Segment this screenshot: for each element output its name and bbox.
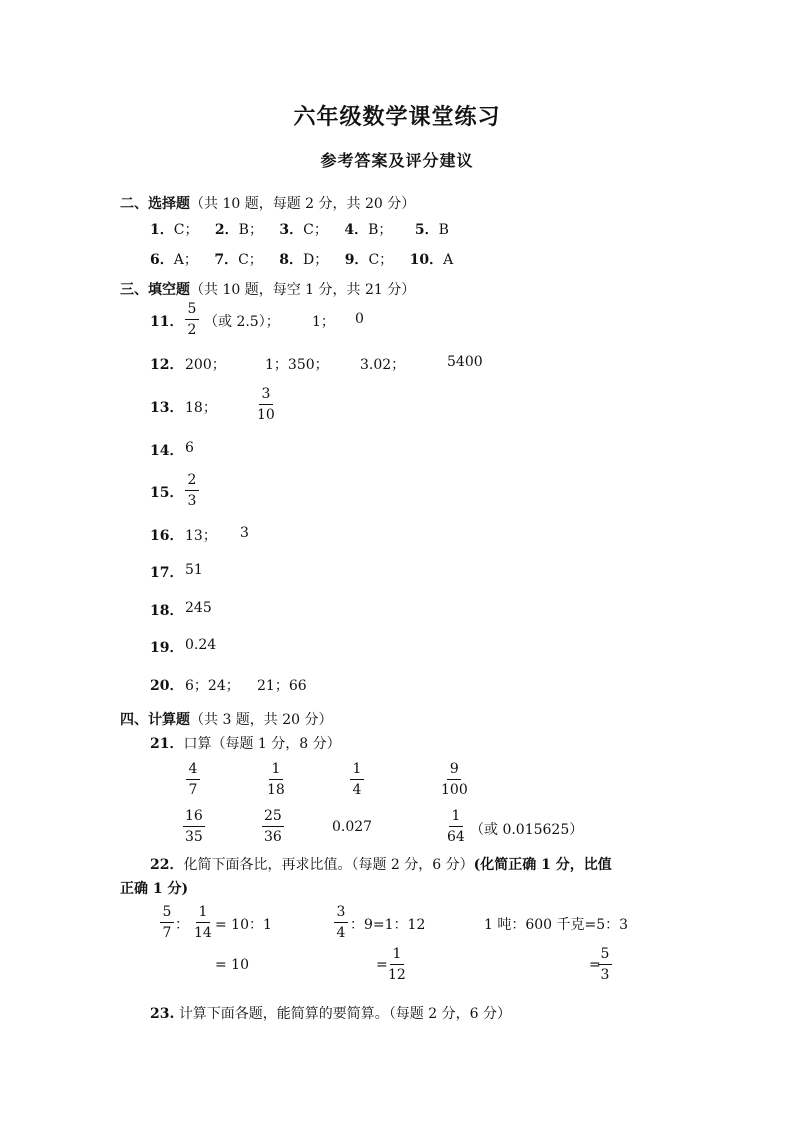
section2-row1 (150, 219, 449, 239)
answer-sep: ； (248, 252, 263, 268)
answer-text: 6 (185, 440, 194, 456)
answer-num: 2． (214, 222, 239, 238)
answer-value: A (443, 252, 454, 268)
answer-value: A (173, 252, 184, 268)
denominator: 14 (194, 925, 212, 941)
q22-text: 化简下面各比，再求比值。 (183, 857, 352, 873)
fraction (445, 809, 467, 844)
answer-num: 8． (279, 252, 303, 268)
answer-num: 9． (344, 252, 369, 268)
denominator: 4 (336, 925, 346, 941)
denominator: 4 (352, 782, 362, 798)
answer-num: 5． (414, 222, 439, 238)
fraction (439, 762, 470, 797)
answer-text: 0.027 (332, 819, 373, 835)
fraction (185, 302, 199, 337)
q23-header (150, 1003, 511, 1023)
numerator: 5 (160, 905, 174, 923)
answer-text: = 10：1 (215, 917, 272, 933)
question-number: 22． (150, 857, 184, 873)
answer-text: 1；350； (265, 357, 329, 373)
answer-num: 10． (409, 252, 444, 268)
answer-num: 3． (279, 222, 304, 238)
page-title: 六年级数学课堂练习 (293, 104, 501, 130)
answer-sep: ； (378, 222, 393, 238)
numerator: 16 (183, 809, 205, 827)
answer-value: B (368, 222, 379, 238)
q21-label: 口算 (183, 736, 212, 752)
answer-text: 245 (185, 600, 212, 616)
q22-bold-note2: 正确 1 分) (120, 881, 189, 897)
fraction (265, 762, 287, 797)
answer-value: B (238, 222, 249, 238)
answer-value: B (438, 222, 449, 238)
numerator: 1 (269, 762, 283, 780)
denominator: 7 (162, 925, 172, 941)
answer-text: 200； (185, 357, 226, 373)
answer-sep: ； (183, 252, 198, 268)
q22-bold-note-cont (120, 878, 188, 898)
question-number: 13． (150, 400, 184, 416)
q22-note: （每题 2 分，6 分） (351, 857, 474, 873)
section2-header (120, 193, 415, 213)
denominator: 3 (600, 967, 610, 983)
section3-heading: 三、填空题 (120, 282, 190, 298)
answer-sep: ； (314, 252, 329, 268)
denominator: 12 (388, 967, 406, 983)
q23-note: （每题 2 分，6 分） (388, 1006, 511, 1022)
fraction (255, 387, 277, 422)
fraction (183, 809, 205, 844)
ratio-colon: ： (175, 917, 189, 933)
denominator: 100 (441, 782, 468, 798)
numerator: 3 (334, 905, 348, 923)
fraction (186, 762, 200, 797)
numerator: 1 (196, 905, 210, 923)
answer-num: 1． (150, 222, 174, 238)
numerator: 2 (185, 473, 199, 491)
answer-text: 51 (185, 562, 203, 578)
answer-text: = 10 (215, 957, 249, 973)
denominator: 36 (264, 829, 282, 845)
equals-sign: = (376, 957, 388, 973)
fraction (350, 762, 364, 797)
answer-text: 0.24 (185, 637, 217, 653)
answer-text: 1 吨：600 千克=5：3 (484, 917, 629, 933)
denominator: 7 (188, 782, 198, 798)
answer-text: （或 0.015625） (470, 822, 584, 838)
numerator: 5 (185, 302, 199, 320)
answer-text: 3 (240, 525, 249, 541)
fraction (598, 947, 612, 982)
denominator: 2 (187, 322, 197, 338)
answer-value: C (238, 252, 249, 268)
denominator: 3 (187, 493, 197, 509)
question-number: 12． (150, 357, 184, 373)
answer-sep: ； (313, 222, 328, 238)
fraction (192, 905, 214, 940)
answer-text: 6；24； (185, 678, 240, 694)
answer-num: 7． (214, 252, 239, 268)
numerator: 5 (598, 947, 612, 965)
numerator: 1 (449, 809, 463, 827)
q22-bold-note: (化简正确 1 分，比值 (473, 857, 612, 873)
q21-header (150, 733, 341, 753)
question-number: 19． (150, 640, 184, 656)
answer-num: 6． (150, 252, 174, 268)
question-number: 14． (150, 443, 184, 459)
denominator: 64 (447, 829, 465, 845)
answer-value: C (173, 222, 185, 238)
q21-note: （每题 1 分，8 分） (211, 736, 341, 752)
q22-header (150, 854, 612, 874)
answer-text: ：9=1：12 (350, 917, 426, 933)
numerator: 4 (186, 762, 200, 780)
denominator: 18 (267, 782, 285, 798)
answer-sep: ； (248, 222, 263, 238)
answer-sep: ； (184, 222, 199, 238)
question-number: 16． (150, 528, 184, 544)
question-number: 23. (150, 1006, 175, 1022)
answer-text: 5400 (447, 354, 483, 370)
answer-text: 21；66 (257, 678, 307, 694)
fraction (334, 905, 348, 940)
question-number: 20． (150, 678, 184, 694)
answer-text: 18； (185, 400, 217, 416)
fraction (160, 905, 174, 940)
question-number: 15． (150, 485, 184, 501)
question-number: 21． (150, 736, 184, 752)
answer-text: （或 2.5）； (204, 314, 280, 330)
section2-heading: 二、选择题 (120, 196, 190, 212)
answer-value: C (303, 222, 314, 238)
section4-heading: 四、计算题 (120, 712, 190, 728)
q23-text: 计算下面各题，能简算的要简算。 (178, 1006, 389, 1022)
section4-header (120, 709, 333, 729)
denominator: 10 (257, 407, 275, 423)
fraction (262, 809, 284, 844)
denominator: 35 (185, 829, 203, 845)
answer-sep: ； (379, 252, 394, 268)
answer-text: 1； (312, 314, 335, 330)
answer-value: C (368, 252, 380, 268)
answer-text: 13； (185, 528, 217, 544)
question-number: 17． (150, 565, 184, 581)
numerator: 25 (262, 809, 284, 827)
fraction (386, 947, 408, 982)
question-number: 18． (150, 603, 184, 619)
answer-text: 0 (355, 311, 364, 327)
numerator: 9 (447, 762, 461, 780)
fraction (185, 473, 199, 508)
answer-num: 4． (344, 222, 369, 238)
numerator: 1 (390, 947, 404, 965)
numerator: 3 (259, 387, 273, 405)
section3-header (120, 279, 415, 299)
page-subtitle: 参考答案及评分建议 (320, 151, 474, 170)
question-number: 11． (150, 314, 184, 330)
section3-note: （共 10 题，每空 1 分，共 21 分） (190, 282, 416, 298)
equals-sign: = (589, 957, 601, 973)
section2-row2 (150, 249, 453, 269)
numerator: 1 (350, 762, 364, 780)
section4-note: （共 3 题，共 20 分） (190, 712, 333, 728)
answer-text: 3.02； (360, 357, 406, 373)
section2-note: （共 10 题，每题 2 分，共 20 分） (190, 196, 416, 212)
answer-value: D (303, 252, 315, 268)
